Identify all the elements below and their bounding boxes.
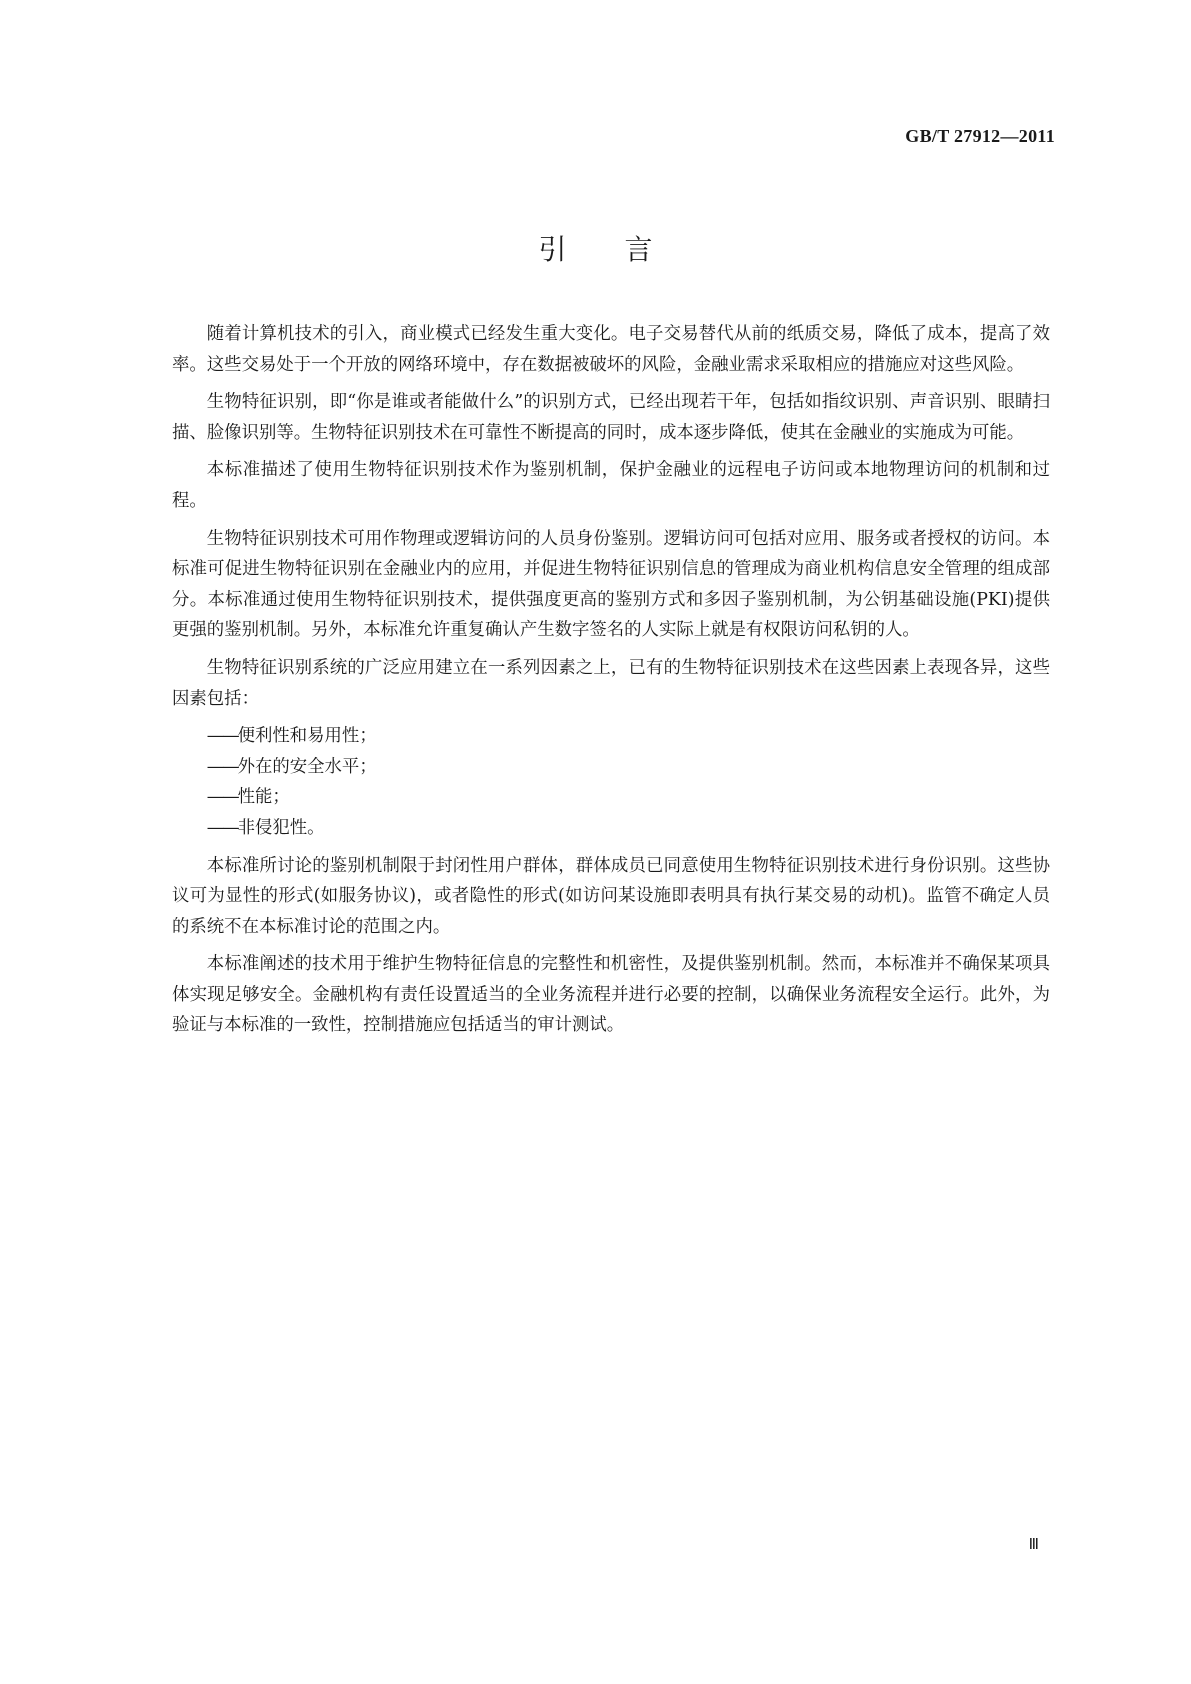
- paragraph: 本标准所讨论的鉴别机制限于封闭性用户群体，群体成员已同意使用生物特征识别技术进行身份识别。这些协议可为显性的形式(如服务协议)，或者隐性的形式(如访问某设施即表明具有执行某交易的动机)。监管不确定人员的系统不在本标准讨论的范围之内。: [172, 855, 1050, 937]
- paragraph: 生物特征识别技术可用作物理或逻辑访问的人员身份鉴别。逻辑访问可包括对应用、服务或者授权的访问。本标准可促进生物特征识别在金融业内的应用，并促进生物特征识别信息的管理成为商业机构信息安全管理的组成部分。本标准通过使用生物特征识别技术，提供强度更高的鉴别方式和多因子鉴别机制，为公钥基础设施(PKI)提供更强的鉴别机制。另外，本标准允许重复确认产生数字签名的人实际上就是有权限访问私钥的人。: [172, 528, 1050, 641]
- paragraph: 随着计算机技术的引入，商业模式已经发生重大变化。电子交易替代从前的纸质交易，降低了成本，提高了效率。这些交易处于一个开放的网络环境中，存在数据被破坏的风险，金融业需求采取相应的措施应对这些风险。: [172, 324, 1050, 375]
- paragraph: 本标准阐述的技术用于维护生物特征信息的完整性和机密性，及提供鉴别机制。然而，本标准并不确保某项具体实现足够安全。金融机构有责任设置适当的全业务流程并进行必要的控制，以确保业务流程安全运行。此外，为验证与本标准的一致性，控制措施应包括适当的审计测试。: [172, 954, 1050, 1036]
- introduction-body: [172, 319, 1050, 1048]
- factor-list: [172, 721, 1050, 843]
- list-dash: ——: [206, 756, 238, 777]
- page-title: 引言: [538, 233, 711, 266]
- paragraph: 生物特征识别，即“你是谁或者能做什么”的识别方式，已经出现若干年，包括如指纹识别、声音识别、眼睛扫描、脸像识别等。生物特征识别技术在可靠性不断提高的同时，成本逐步降低，使其在金融业的实施成为可能。: [172, 392, 1050, 443]
- list-item-text: 性能；: [237, 787, 290, 808]
- list-item-text: 便利性和易用性；: [237, 726, 377, 747]
- list-item-text: 非侵犯性。: [237, 817, 325, 838]
- standard-code: GB/T 27912—2011: [905, 126, 1055, 146]
- list-dash: ——: [206, 787, 238, 808]
- list-dash: ——: [206, 817, 238, 838]
- list-item: [172, 813, 1050, 844]
- list-item: [172, 721, 1050, 752]
- page-number: Ⅲ: [1028, 1537, 1039, 1553]
- paragraph: 本标准描述了使用生物特征识别技术作为鉴别机制，保护金融业的远程电子访问或本地物理访问的机制和过程。: [172, 460, 1050, 511]
- list-item: [172, 752, 1050, 783]
- paragraph: 生物特征识别系统的广泛应用建立在一系列因素之上，已有的生物特征识别技术在这些因素上表现各异，这些因素包括：: [172, 657, 1050, 709]
- list-item: [172, 782, 1050, 813]
- list-item-text: 外在的安全水平；: [237, 756, 377, 777]
- list-dash: ——: [206, 726, 238, 747]
